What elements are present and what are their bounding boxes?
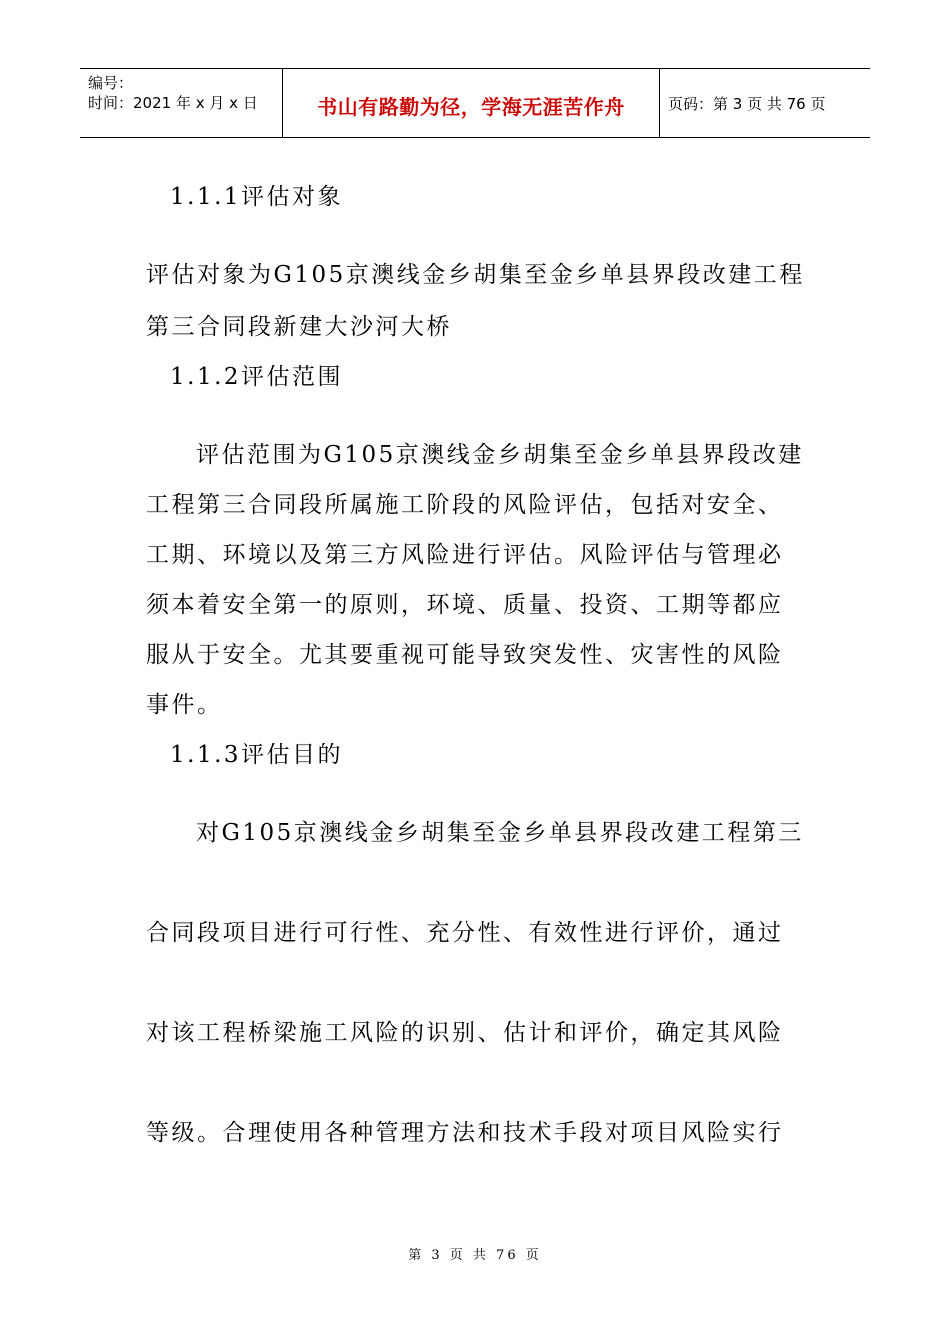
paragraph-line: 合同段项目进行可行性、充分性、有效性进行评价，通过 — [146, 920, 784, 946]
page-footer-number: 第 3 页 共 76 页 — [408, 1248, 542, 1263]
paragraph-line: 对该工程桥梁施工风险的识别、估计和评价，确定其风险 — [146, 1020, 784, 1046]
section-heading-evaluation-scope: 1.1.2评估范围 — [170, 364, 344, 390]
paragraph-line: 工期、环境以及第三方风险进行评估。风险评估与管理必 — [146, 542, 784, 568]
paragraph-line: 工程第三合同段所属施工阶段的风险评估，包括对安全、 — [146, 492, 784, 518]
header-info-cell — [80, 69, 283, 137]
header-motto-cell — [283, 69, 660, 137]
paragraph-line: 评估范围为G105京澳线金乡胡集至金乡单县界段改建 — [196, 442, 804, 468]
page-header — [80, 68, 870, 138]
paragraph-line: 对G105京澳线金乡胡集至金乡单县界段改建工程第三 — [196, 820, 804, 846]
document-number-label: 编号： — [88, 74, 134, 92]
section-heading-evaluation-object: 1.1.1评估对象 — [170, 184, 344, 210]
paragraph-line: 事件。 — [146, 692, 223, 718]
paragraph-line: 等级。合理使用各种管理方法和技术手段对项目风险实行 — [146, 1120, 784, 1146]
paragraph-line: 服从于安全。尤其要重视可能导致突发性、灾害性的风险 — [146, 642, 784, 668]
header-page-cell — [660, 69, 870, 137]
section-heading-evaluation-purpose: 1.1.3评估目的 — [170, 742, 344, 768]
document-date-label: 时间：2021 年 x 月 x 日 — [88, 94, 258, 112]
paragraph-line: 须本着安全第一的原则，环境、质量、投资、工期等都应 — [146, 592, 784, 618]
header-motto: 书山有路勤为径，学海无涯苦作舟 — [317, 95, 625, 119]
header-page-number: 页码：第 3 页 共 76 页 — [668, 95, 826, 113]
paragraph-line: 评估对象为G105京澳线金乡胡集至金乡单县界段改建工程 — [146, 262, 805, 288]
paragraph-line: 第三合同段新建大沙河大桥 — [146, 314, 452, 340]
